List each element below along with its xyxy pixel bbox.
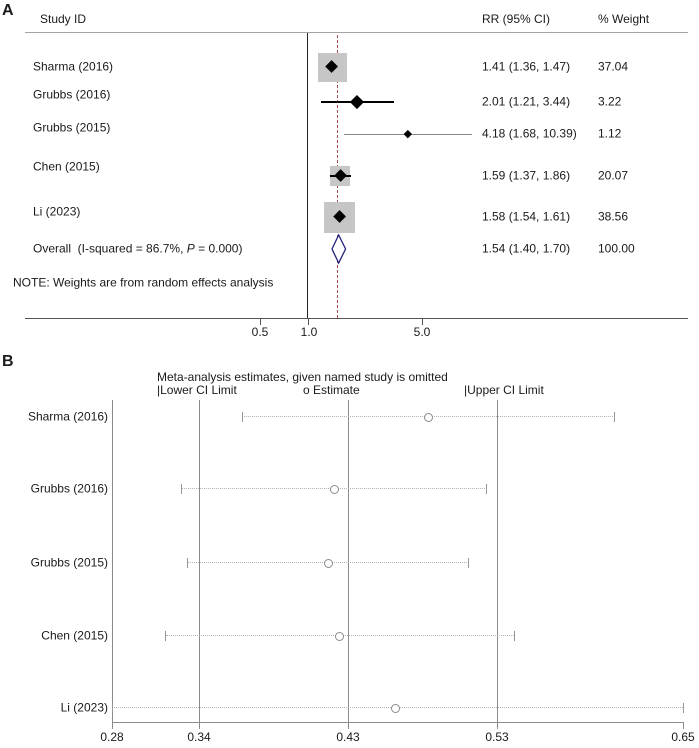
study-label: Grubbs (2015)	[33, 120, 111, 135]
ci-upper-bracket	[486, 484, 487, 494]
study-label: Chen (2015)	[33, 159, 100, 174]
column-header-study-id: Study ID	[40, 12, 87, 26]
x-tick	[348, 722, 349, 729]
overall-label-text: = 0.000)	[194, 241, 243, 256]
y-axis-line	[112, 400, 113, 722]
rr-ci-value: 1.59 (1.37, 1.86)	[482, 168, 571, 183]
weight-value: 20.07	[598, 168, 629, 183]
x-tick-label: 0.65	[671, 730, 695, 744]
overall-label-text: P	[186, 241, 195, 256]
estimate-circle	[424, 413, 433, 422]
ci-lower-bracket	[165, 631, 166, 641]
x-axis-line	[112, 722, 684, 723]
x-tick	[112, 722, 113, 729]
rr-ci-value: 4.18 (1.68, 10.39)	[482, 126, 577, 141]
column-header-weight: % Weight	[598, 12, 650, 26]
x-tick-label: 0.28	[100, 730, 124, 744]
study-label: Grubbs (2016)	[30, 481, 108, 496]
study-label: Sharma (2016)	[33, 59, 114, 74]
ci-upper-bracket	[683, 703, 684, 713]
ci-upper-bracket	[614, 412, 615, 422]
rr-ci-value: 1.54 (1.40, 1.70)	[482, 241, 571, 256]
estimate-circle	[330, 485, 339, 494]
rr-ci-value: 1.58 (1.54, 1.61)	[482, 209, 571, 224]
rr-ci-value: 1.41 (1.36, 1.47)	[482, 59, 571, 74]
column-header-rr-ci: RR (95% CI)	[482, 12, 551, 26]
weight-value: 37.04	[598, 59, 629, 74]
plot-title: Meta-analysis estimates, given named study is omitted	[157, 370, 448, 384]
estimate-circle	[324, 559, 333, 568]
x-tick	[199, 722, 200, 729]
ci-lower-bracket	[187, 558, 188, 568]
x-tick-label: 0.43	[336, 730, 360, 744]
weight-value: 3.22	[598, 94, 622, 109]
gridline	[348, 400, 349, 722]
estimate-circle	[391, 704, 400, 713]
legend-estimate: o Estimate	[303, 383, 360, 397]
x-tick-label: 1.0	[300, 325, 318, 339]
gridline	[199, 400, 200, 722]
ci-lower-bracket	[242, 412, 243, 422]
study-label: Grubbs (2016)	[33, 87, 111, 102]
weight-value: 100.00	[598, 241, 635, 256]
weight-value: 38.56	[598, 209, 629, 224]
estimate-circle	[335, 632, 344, 641]
ci-upper-bracket	[514, 631, 515, 641]
random-effects-note: NOTE: Weights are from random effects analysis	[13, 275, 274, 290]
panel-a-label: A	[2, 2, 14, 19]
legend-upper-ci: |Upper CI Limit	[464, 383, 544, 397]
gridline	[497, 400, 498, 722]
rr-ci-value: 2.01 (1.21, 3.44)	[482, 94, 571, 109]
x-tick-label: 0.34	[187, 730, 211, 744]
x-tick	[683, 722, 684, 729]
legend-lower-ci: |Lower CI Limit	[157, 383, 237, 397]
ci-lower-bracket	[181, 484, 182, 494]
overall-label-text: Overall (I-squared = 86.7%,	[33, 241, 187, 256]
study-label: Grubbs (2015)	[30, 555, 108, 570]
study-label: Chen (2015)	[41, 628, 108, 643]
weight-value: 1.12	[598, 126, 622, 141]
x-tick-label: 0.5	[251, 325, 269, 339]
study-label: Li (2023)	[33, 204, 81, 219]
x-tick-label: 5.0	[413, 325, 431, 339]
ci-lower-bracket	[112, 703, 113, 713]
ci-upper-bracket	[468, 558, 469, 568]
study-label: Sharma (2016)	[27, 409, 108, 424]
x-tick	[497, 722, 498, 729]
panel-b-label: B	[2, 353, 14, 370]
x-tick-label: 0.53	[485, 730, 509, 744]
study-label: Li (2023)	[60, 700, 108, 715]
